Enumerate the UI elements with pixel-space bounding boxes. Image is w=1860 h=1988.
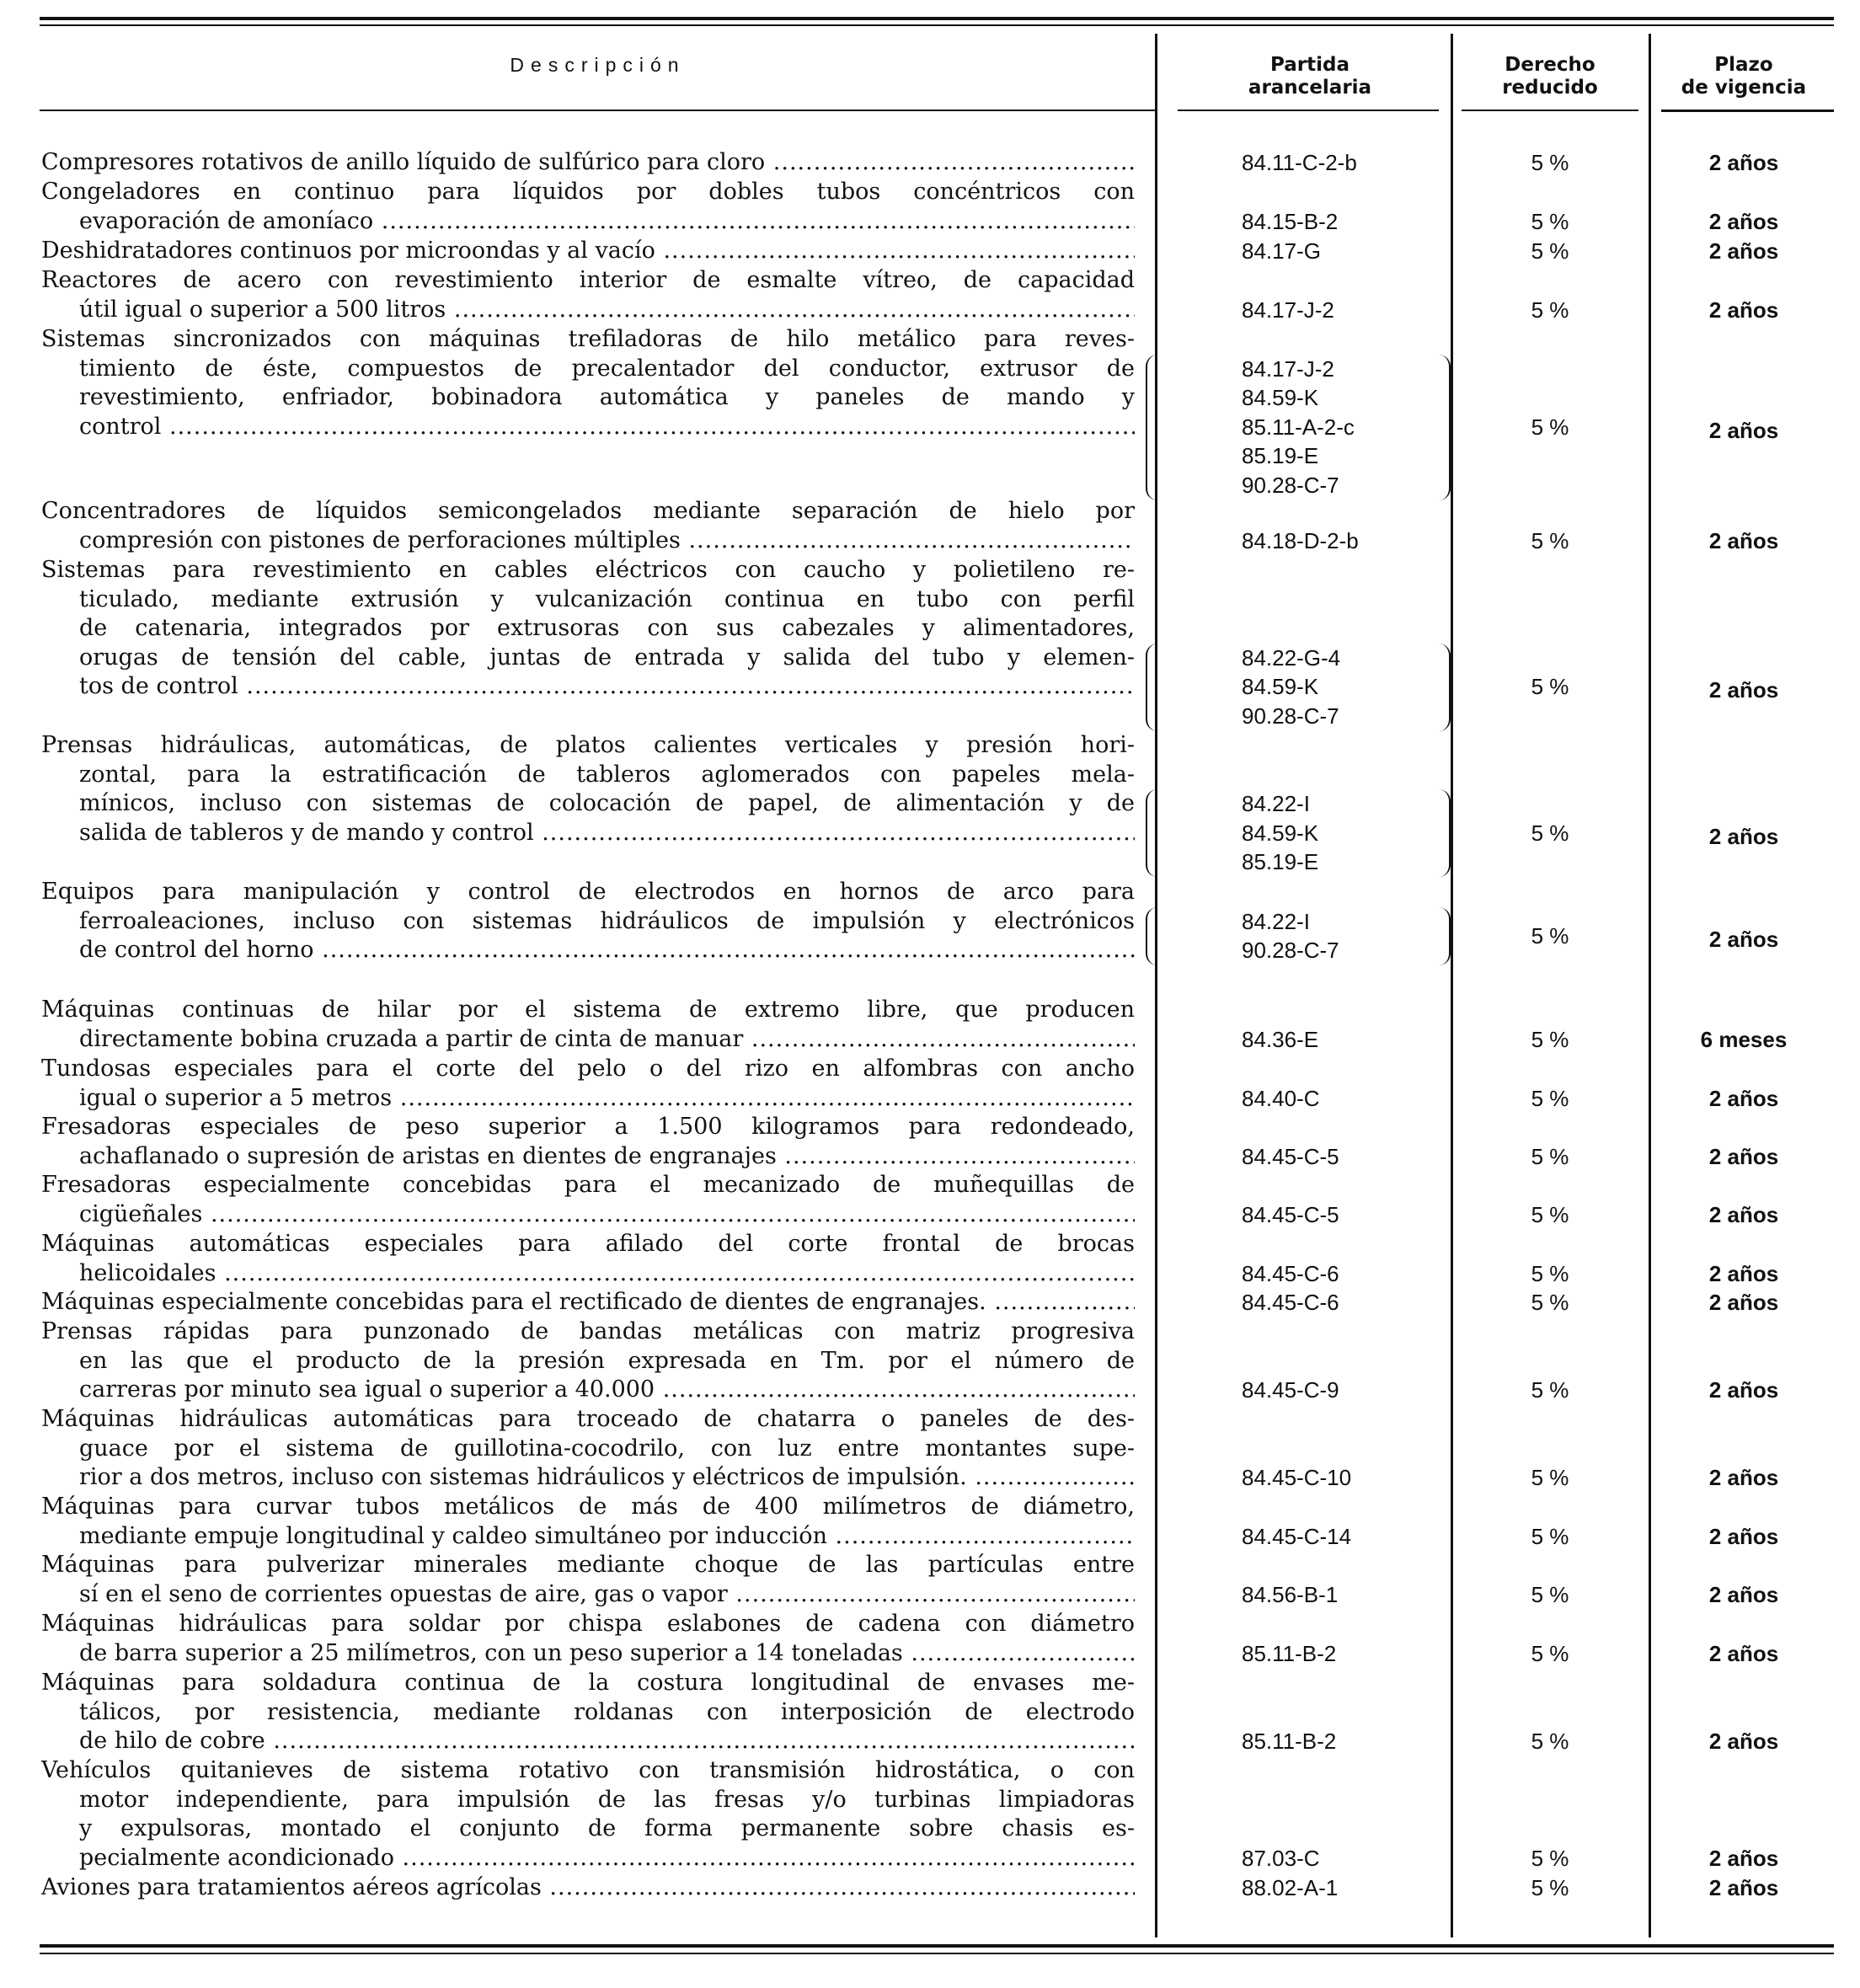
row-plazo: 2 años (1708, 1465, 1779, 1491)
right-brace (1432, 907, 1451, 965)
row-partida (1242, 237, 1435, 266)
partida-code: 84.18-D-2-b (1242, 527, 1359, 553)
description-line: Máquinas automáticas especiales para afilado del corte frontal de brocas (41, 1231, 1135, 1257)
description-line: Máquinas para soldadura continua de la costura longitudinal de envases me- (41, 1670, 1135, 1696)
row-description (41, 266, 1135, 324)
row-description (41, 1317, 1135, 1405)
row-partida (1242, 1084, 1435, 1114)
row-partida (1242, 1727, 1435, 1756)
header-rule-plazo (1661, 110, 1834, 112)
row-plazo: 6 meses (1700, 1026, 1788, 1052)
row-description (41, 1669, 1135, 1756)
header-descripcion: Descripción (510, 54, 686, 76)
row-derecho: 5 % (1531, 820, 1569, 846)
description-line: cigüeñales ..... (41, 1200, 1135, 1230)
partida-code: 90.28-C-7 (1242, 472, 1339, 498)
row-description (41, 325, 1135, 441)
left-brace (1146, 355, 1164, 500)
row-description (41, 1405, 1135, 1493)
row-derecho: 5 % (1531, 1201, 1569, 1227)
description-line: tos de control ..... (41, 672, 1135, 702)
row-description (41, 1288, 1135, 1317)
top-rule-thin (40, 24, 1834, 26)
row-partida (1242, 1288, 1435, 1317)
row-derecho: 5 % (1531, 1377, 1569, 1403)
row-partida (1242, 907, 1435, 965)
header-rule-desc (40, 110, 1156, 111)
description-line: Prensas hidráulicas, automáticas, de platos calientes verticales y presión hori- (41, 732, 1135, 758)
right-brace (1432, 644, 1451, 731)
row-description (41, 1230, 1135, 1288)
row-derecho: 5 % (1531, 1465, 1569, 1491)
description-line: Compresores rotativos de anillo líquido de sulfúrico para cloro ..... (41, 148, 1135, 178)
description-line: sí en el seno de corrientes opuestas de aire, gas o vapor ..... (41, 1580, 1135, 1610)
description-line: revestimiento, enfriador, bobinadora automática y paneles de mando y (79, 384, 1135, 411)
row-partida (1242, 1025, 1435, 1055)
row-partida (1242, 789, 1435, 877)
partida-code: 84.22-I (1242, 791, 1310, 817)
row-partida (1242, 1142, 1435, 1172)
partida-code: 87.03-C (1242, 1845, 1320, 1871)
row-plazo: 2 años (1708, 1523, 1779, 1549)
row-derecho: 5 % (1531, 1581, 1569, 1607)
description-line: rior a dos metros, incluso con sistemas hidráulicos y eléctricos de impulsión. ..... (41, 1463, 1135, 1493)
row-description (41, 731, 1135, 847)
row-plazo: 2 años (1708, 297, 1779, 323)
row-derecho: 5 % (1531, 1729, 1569, 1755)
description-line: de catenaria, integrados por extrusoras con sus cabezales y alimentadores, (79, 615, 1135, 642)
row-description (41, 556, 1135, 702)
partida-code: 90.28-C-7 (1242, 938, 1339, 964)
row-derecho: 5 % (1531, 1523, 1569, 1549)
description-line: en las que el producto de la presión expresada en Tm. por el número de (79, 1347, 1135, 1374)
row-partida (1242, 526, 1435, 556)
description-line: mínicos, incluso con sistemas de colocación de papel, de alimentación y de (79, 790, 1135, 817)
row-partida (1242, 1844, 1435, 1873)
partida-code: 84.22-G-4 (1242, 644, 1341, 671)
row-plazo: 2 años (1708, 1875, 1779, 1900)
partida-code: 85.19-E (1242, 849, 1319, 875)
partida-code: 88.02-A-1 (1242, 1875, 1339, 1900)
partida-code: 84.17-J-2 (1242, 355, 1334, 382)
description-line: de control del horno ..... (41, 936, 1135, 965)
left-brace (1146, 907, 1164, 965)
row-derecho: 5 % (1531, 922, 1569, 949)
header-rule-derecho (1462, 110, 1638, 111)
row-plazo: 2 años (1708, 1729, 1779, 1755)
row-plazo: 2 años (1708, 527, 1779, 553)
description-line: Fresadoras especiales de peso superior a 1.500 kilogramos para redondeado, (41, 1114, 1135, 1140)
partida-code: 84.59-K (1242, 385, 1319, 411)
row-description (41, 1551, 1135, 1609)
description-line: Concentradores de líquidos semicongelados mediante separación de hielo por (41, 498, 1135, 524)
description-line: Máquinas para pulverizar minerales mediante choque de las partículas entre (41, 1552, 1135, 1578)
header-derecho: Derecho reducido (1502, 54, 1598, 99)
description-line: timiento de éste, compuestos de precalentador del conductor, extrusor de (79, 355, 1135, 382)
partida-code: 84.17-J-2 (1242, 297, 1334, 323)
header-partida: Partida arancelaria (1248, 54, 1372, 99)
row-description (41, 996, 1135, 1054)
description-line: zontal, para la estratificación de tableros aglomerados con papeles mela- (79, 761, 1135, 788)
top-rule-thick (40, 17, 1834, 20)
row-derecho: 5 % (1531, 1290, 1569, 1315)
partida-code: 84.45-C-6 (1242, 1290, 1339, 1315)
row-description (41, 1756, 1135, 1873)
row-description (41, 497, 1135, 555)
partida-code: 84.59-K (1242, 820, 1319, 846)
partida-code: 84.45-C-14 (1242, 1523, 1352, 1549)
description-line: Aviones para tratamientos aéreos agrícolas ..... (41, 1873, 1135, 1903)
description-line: Reactores de acero con revestimiento interior de esmalte vítreo, de capacidad (41, 267, 1135, 293)
description-line: de hilo de cobre ..... (41, 1727, 1135, 1756)
description-line: y expulsoras, montado el conjunto de forma permanente sobre chasis es- (79, 1815, 1135, 1842)
partida-code: 84.45-C-5 (1242, 1201, 1339, 1227)
description-line: pecialmente acondicionado ..... (41, 1844, 1135, 1873)
partida-code: 85.19-E (1242, 443, 1319, 469)
description-line: control ..... (41, 413, 1135, 442)
row-derecho: 5 % (1531, 1260, 1569, 1286)
row-derecho: 5 % (1531, 527, 1569, 553)
partida-code: 85.11-B-2 (1242, 1640, 1337, 1666)
row-description (41, 178, 1135, 236)
row-partida (1242, 1639, 1435, 1669)
description-line: Máquinas hidráulicas automáticas para troceado de chatarra o paneles de des- (41, 1406, 1135, 1432)
row-plazo: 2 años (1708, 1143, 1779, 1169)
row-plazo: 2 años (1708, 1845, 1779, 1871)
description-line: Fresadoras especialmente concebidas para el mecanizado de muñequillas de (41, 1172, 1135, 1198)
row-description (41, 1055, 1135, 1113)
row-plazo: 2 años (1708, 823, 1779, 849)
description-line: orugas de tensión del cable, juntas de entrada y salida del tubo y elemen- (79, 644, 1135, 671)
partida-code: 84.45-C-6 (1242, 1260, 1339, 1286)
row-derecho: 5 % (1531, 674, 1569, 700)
row-partida (1242, 1376, 1435, 1405)
row-description (41, 1171, 1135, 1229)
row-plazo: 2 años (1708, 1581, 1779, 1607)
description-line: ticulado, mediante extrusión y vulcanización continua en tubo con perfil (79, 585, 1135, 612)
row-derecho: 5 % (1531, 1845, 1569, 1871)
description-line: Sistemas sincronizados con máquinas trefiladoras de hilo metálico para reves- (41, 326, 1135, 352)
description-line: útil igual o superior a 500 litros ..... (41, 296, 1135, 325)
description-line: Deshidratadores continuos por microondas y al vacío ..... (41, 237, 1135, 266)
partida-code: 84.11-C-2-b (1242, 150, 1357, 175)
description-line: de barra superior a 25 milímetros, con un peso superior a 14 toneladas ..... (41, 1639, 1135, 1669)
row-plazo: 2 años (1708, 150, 1779, 175)
row-derecho: 5 % (1531, 150, 1569, 175)
left-brace (1146, 644, 1164, 731)
row-plazo: 2 años (1708, 1640, 1779, 1666)
row-derecho: 5 % (1531, 1143, 1569, 1169)
row-derecho: 5 % (1531, 297, 1569, 323)
description-line: achaflanado o supresión de aristas en dientes de engranajes ..... (41, 1142, 1135, 1172)
description-line: igual o superior a 5 metros ..... (41, 1084, 1135, 1114)
partida-code: 84.15-B-2 (1242, 208, 1339, 234)
description-line: carreras por minuto sea igual o superior a 40.000 ..... (41, 1376, 1135, 1405)
left-brace (1146, 789, 1164, 877)
row-partida (1242, 148, 1435, 178)
partida-code: 85.11-A-2-c (1242, 414, 1355, 440)
row-plazo: 2 años (1708, 1260, 1779, 1286)
row-derecho: 5 % (1531, 1640, 1569, 1666)
description-line: helicoidales ..... (41, 1259, 1135, 1289)
row-partida (1242, 644, 1435, 731)
row-plazo: 2 años (1708, 1201, 1779, 1227)
description-line: compresión con pistones de perforaciones múltiples ..... (41, 526, 1135, 556)
partida-code: 84.45-C-10 (1242, 1465, 1352, 1491)
row-description (41, 1493, 1135, 1551)
row-partida (1242, 1522, 1435, 1552)
column-divider-2 (1451, 34, 1453, 1937)
description-line: Máquinas hidráulicas para soldar por chispa eslabones de cadena con diámetro (41, 1611, 1135, 1637)
row-plazo: 2 años (1708, 208, 1779, 234)
row-derecho: 5 % (1531, 238, 1569, 264)
description-line: motor independiente, para impulsión de las fresas y/o turbinas limpiadoras (79, 1786, 1135, 1813)
row-plazo: 2 años (1708, 238, 1779, 264)
description-line: ferroaleaciones, incluso con sistemas hidráulicos de impulsión y electrónicos (79, 907, 1135, 934)
description-line: directamente bobina cruzada a partir de cinta de manuar ..... (41, 1025, 1135, 1055)
row-plazo: 2 años (1708, 926, 1779, 952)
description-line: Máquinas para curvar tubos metálicos de más de 400 milímetros de diámetro, (41, 1494, 1135, 1520)
partida-code: 84.56-B-1 (1242, 1581, 1339, 1607)
header-plazo: Plazo de vigencia (1681, 54, 1807, 99)
partida-code: 90.28-C-7 (1242, 703, 1339, 729)
row-partida (1242, 1200, 1435, 1230)
row-plazo: 2 años (1708, 1290, 1779, 1315)
partida-code: 84.40-C (1242, 1085, 1320, 1111)
right-brace (1432, 355, 1451, 500)
row-derecho: 5 % (1531, 1085, 1569, 1111)
row-description (41, 1610, 1135, 1668)
description-line: mediante empuje longitudinal y caldeo simultáneo por inducción ..... (41, 1522, 1135, 1552)
row-plazo: 2 años (1708, 677, 1779, 703)
description-line: evaporación de amoníaco ..... (41, 207, 1135, 237)
header-rule-partida (1178, 110, 1439, 111)
row-partida (1242, 1259, 1435, 1289)
row-description (41, 1113, 1135, 1171)
description-line: Sistemas para revestimiento en cables eléctricos con caucho y polietileno re- (41, 557, 1135, 583)
row-partida (1242, 1873, 1435, 1903)
partida-code: 84.45-C-9 (1242, 1377, 1339, 1403)
row-partida (1242, 1463, 1435, 1493)
row-description (41, 148, 1135, 178)
bottom-rule-thin (40, 1953, 1834, 1954)
description-line: Tundosas especiales para el corte del pelo o del rizo en alfombras con ancho (41, 1055, 1135, 1082)
row-description (41, 237, 1135, 266)
column-divider-3 (1649, 34, 1651, 1937)
description-line: tálicos, por resistencia, mediante roldanas con interposición de electrodo (79, 1698, 1135, 1725)
column-divider-1 (1155, 34, 1157, 1937)
row-plazo: 2 años (1708, 1377, 1779, 1403)
row-plazo: 2 años (1708, 1085, 1779, 1111)
bottom-rule-thick (40, 1944, 1834, 1948)
partida-code: 84.17-G (1242, 238, 1321, 264)
row-partida (1242, 1580, 1435, 1610)
right-brace (1432, 789, 1451, 877)
partida-code: 84.22-I (1242, 908, 1310, 934)
partida-code: 84.36-E (1242, 1026, 1319, 1052)
partida-code: 84.59-K (1242, 674, 1319, 700)
row-derecho: 5 % (1531, 208, 1569, 234)
description-line: salida de tableros y de mando y control ..... (41, 819, 1135, 848)
description-line: Equipos para manipulación y control de electrodos en hornos de arco para (41, 879, 1135, 905)
partida-code: 84.45-C-5 (1242, 1143, 1339, 1169)
description-line: Máquinas continuas de hilar por el sistema de extremo libre, que producen (41, 997, 1135, 1023)
row-derecho: 5 % (1531, 1875, 1569, 1900)
row-description (41, 878, 1135, 965)
description-line: Vehículos quitanieves de sistema rotativo con transmisión hidrostática, o con (41, 1757, 1135, 1783)
row-plazo: 2 años (1708, 417, 1779, 443)
row-partida (1242, 207, 1435, 237)
partida-code: 85.11-B-2 (1242, 1729, 1337, 1755)
row-partida (1242, 296, 1435, 325)
row-derecho: 5 % (1531, 414, 1569, 440)
description-line: Prensas rápidas para punzonado de bandas metálicas con matriz progresiva (41, 1318, 1135, 1344)
description-line: Máquinas especialmente concebidas para el rectificado de dientes de engranajes. ..... (41, 1288, 1135, 1317)
row-partida (1242, 355, 1435, 500)
description-line: Congeladores en continuo para líquidos por dobles tubos concéntricos con (41, 179, 1135, 205)
row-description (41, 1873, 1135, 1903)
description-line: guace por el sistema de guillotina-cocodrilo, con luz entre montantes supe- (79, 1435, 1135, 1462)
row-derecho: 5 % (1531, 1026, 1569, 1052)
